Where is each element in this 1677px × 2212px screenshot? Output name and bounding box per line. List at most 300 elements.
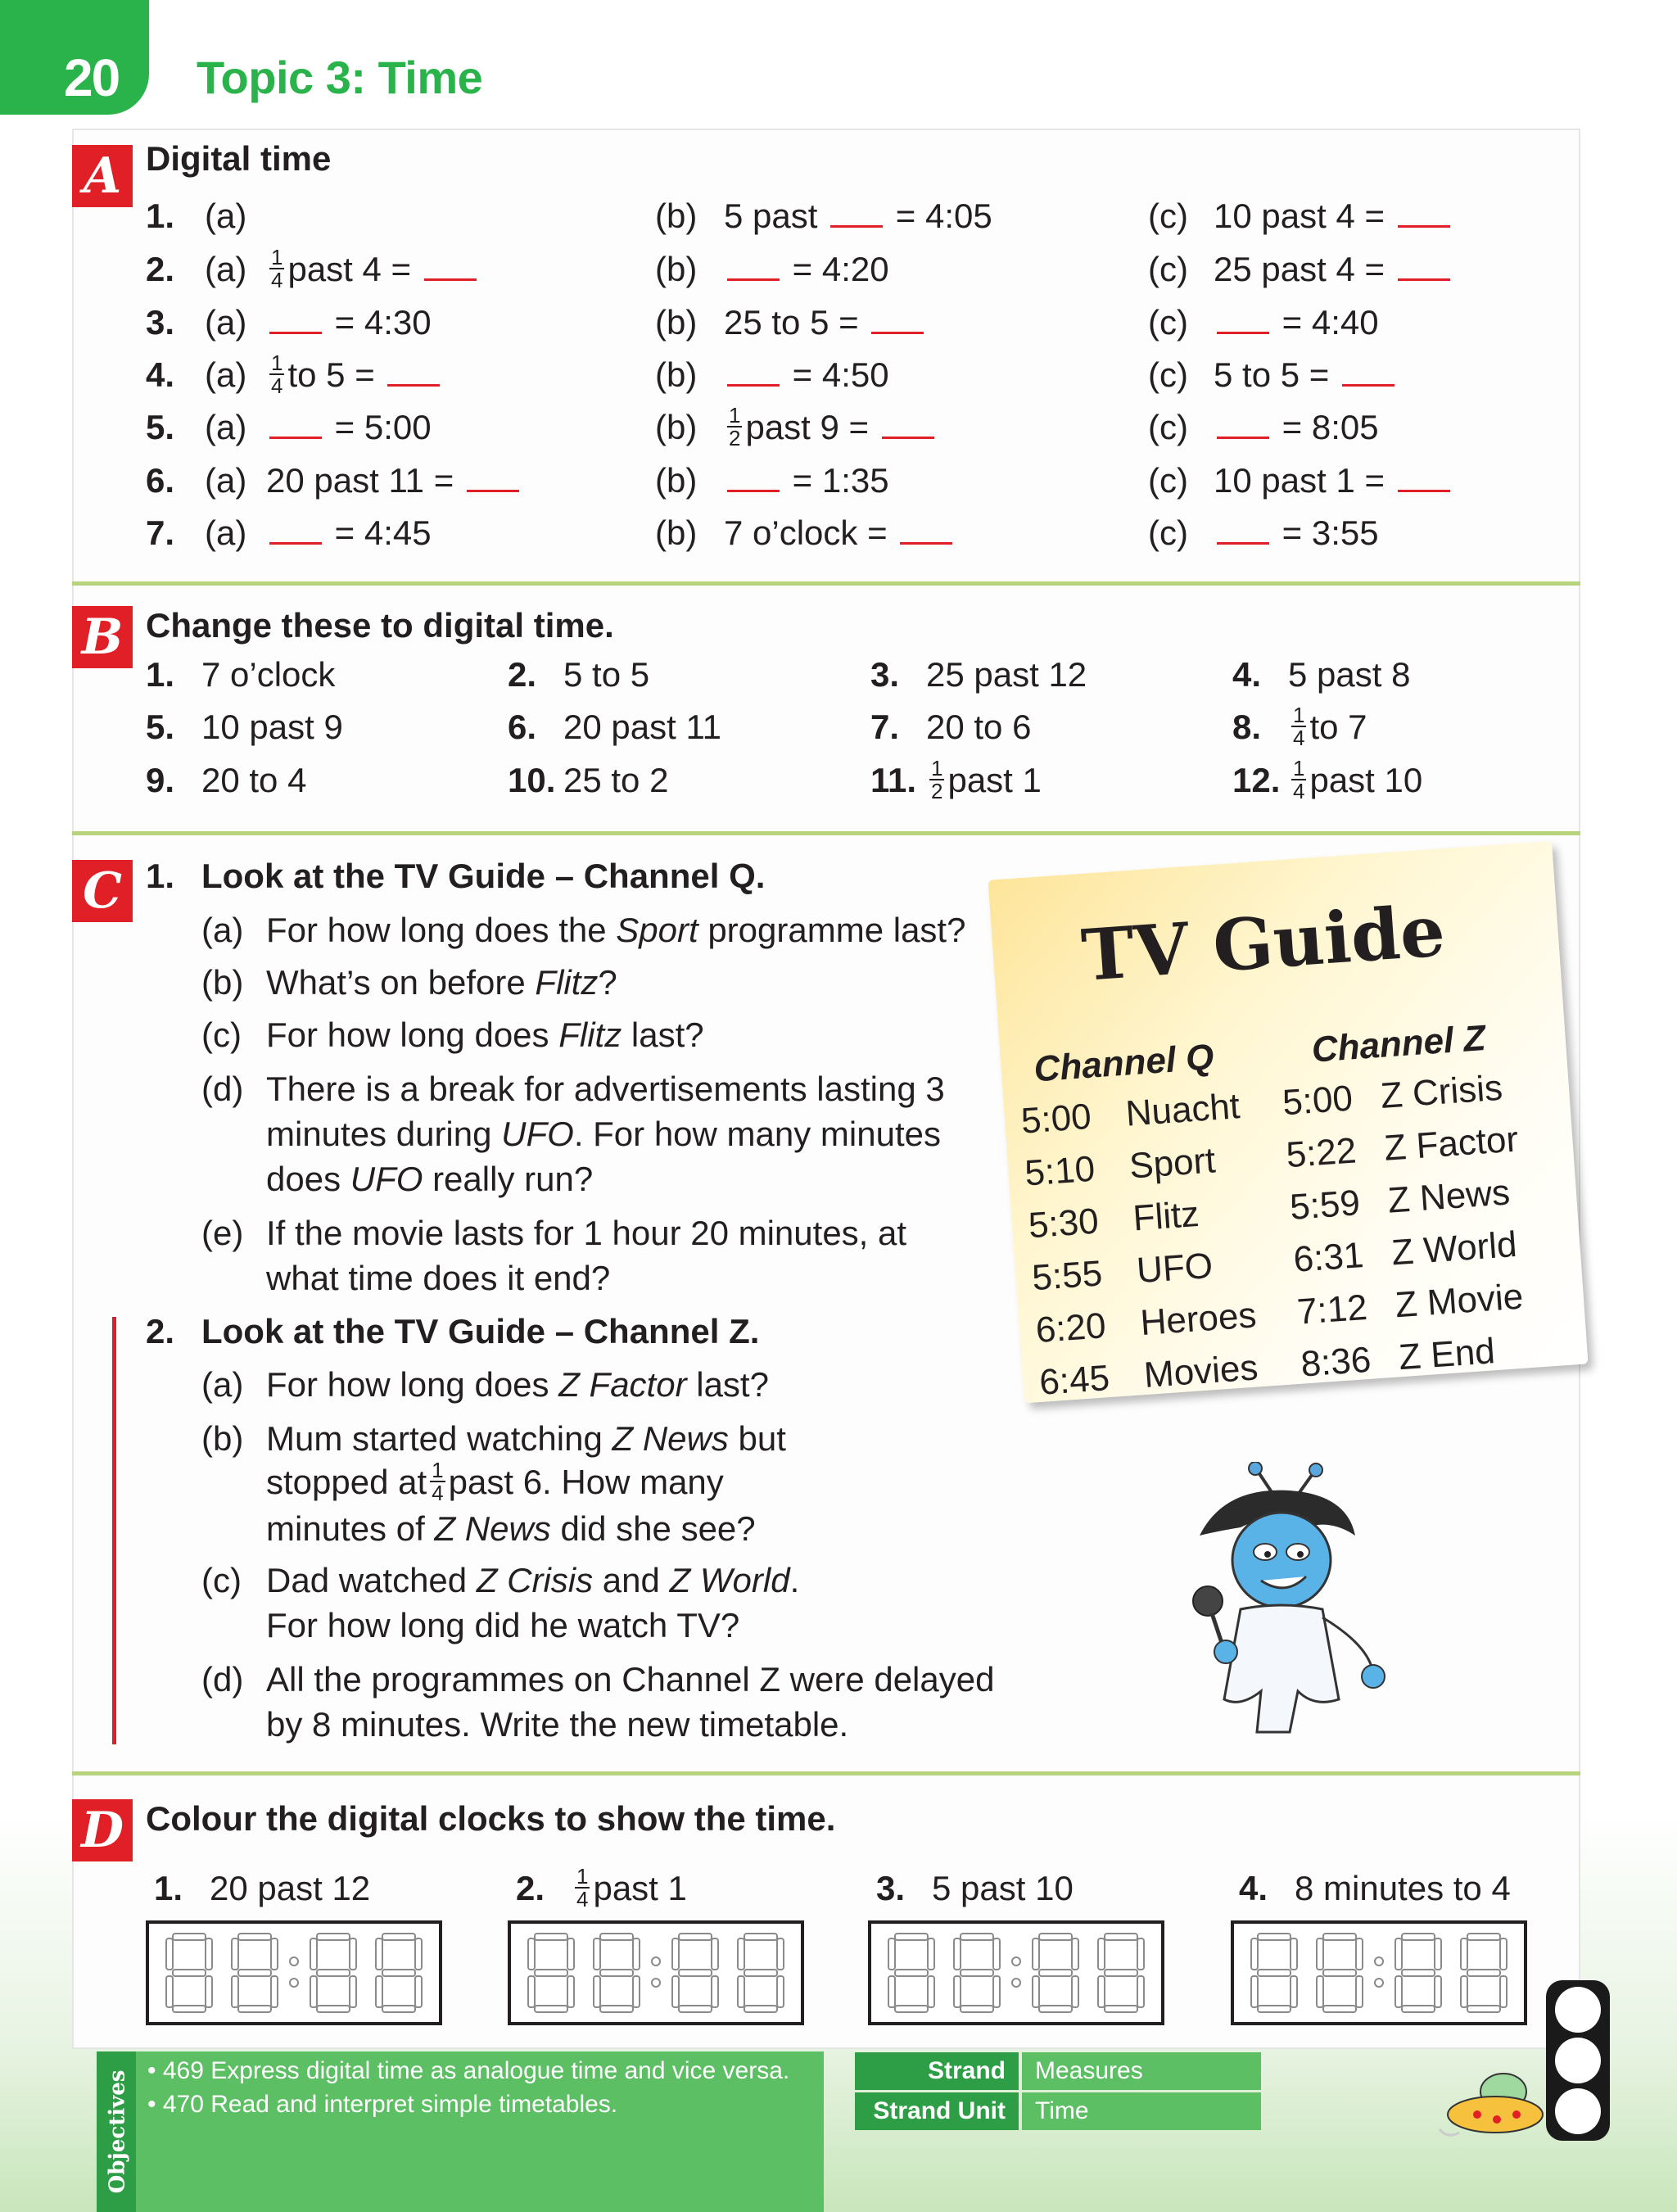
question-text: 20 past 11 [563,708,722,746]
clock-segment[interactable] [350,1976,356,2007]
question-number: 3. [876,1869,906,1907]
schedule-time: 8:36 [1299,1339,1372,1385]
clock-2-label [516,1864,687,1913]
clock-segment[interactable] [961,2006,993,2012]
answer-blank[interactable] [1217,326,1269,334]
strand-label: Strand [855,2052,1019,2090]
clock-segment[interactable] [1500,1938,1507,1970]
c1c-label: (c) [201,1016,242,1054]
clock-segment[interactable] [928,1938,934,1970]
clock-segment[interactable] [1251,1976,1258,2007]
answer-blank[interactable] [1398,273,1450,281]
question-number: 6. [146,461,175,500]
ufo-icon [1431,2064,1546,2154]
clock-segment[interactable] [1461,1976,1467,2007]
clock-segment[interactable] [1072,1976,1078,2007]
clock-colon-dot[interactable] [1375,1979,1383,1987]
question-text: 25 to 5 = [724,303,859,342]
schedule-time: 5:00 [1281,1078,1354,1124]
clock-segment[interactable] [567,1938,574,1970]
question-text: 5 past 10 [932,1869,1074,1907]
clock-segment[interactable] [206,1976,212,2007]
divider-b-c [72,831,1580,835]
clock-segment[interactable] [1395,1976,1402,2007]
question-1b-text [724,197,992,236]
clock-segment[interactable] [993,1976,1000,2007]
answer-blank[interactable] [1398,484,1450,492]
fraction-denominator: 4 [1293,726,1305,750]
fraction-numerator: 1 [271,351,283,375]
clock-segment[interactable] [777,1976,784,2007]
answer-blank[interactable] [269,431,322,439]
clock-segment[interactable] [1461,1938,1467,1970]
clock-segment[interactable] [166,1938,173,1970]
section-b-item-6 [508,708,721,747]
clock-segment[interactable] [317,1934,350,1940]
schedule-time: 5:10 [1023,1148,1096,1194]
clock-segment[interactable] [1039,1934,1072,1940]
c1-number: 1. [146,857,175,895]
clock-segment[interactable] [672,1938,679,1970]
clock-segment[interactable] [271,1938,278,1970]
c1d-line2: minutes during UFO. For how many minutes [266,1115,941,1153]
question-text: 7 o’clock = [724,513,888,552]
schedule-show: Z World [1390,1224,1519,1273]
clock-segment[interactable] [1402,2006,1435,2012]
part-a-label: (a) [205,461,247,500]
schedule-time: 5:00 [1019,1096,1093,1142]
clock-segment[interactable] [888,1976,895,2007]
answer-blank[interactable] [830,219,883,228]
answer-blank[interactable] [1217,536,1269,545]
strand-unit-label: Strand Unit [855,2092,1019,2130]
schedule-show: Z News [1386,1172,1512,1221]
answer-blank[interactable] [882,431,934,439]
question-2c-text [1214,250,1453,289]
clock-segment[interactable] [1098,1976,1105,2007]
clock-segment[interactable] [567,1976,574,2007]
c1d-line1: There is a break for advertisements lasting 3 [266,1070,945,1108]
clock-segment[interactable] [679,2006,712,2012]
question-text: 10 past 1 = [1214,461,1385,500]
answer-blank[interactable] [900,536,952,545]
digital-clock-2[interactable] [508,1920,804,2025]
clock-segment[interactable] [535,1934,567,1940]
c2c-line2: For how long did he watch TV? [266,1606,740,1644]
clock-segment[interactable] [415,1938,422,1970]
question-7a-text [266,513,432,553]
clock-segment[interactable] [1317,1938,1323,1970]
clock-segment[interactable] [350,1938,356,1970]
clock-segment[interactable] [1291,1938,1297,1970]
fraction-denominator: 2 [729,426,741,450]
question-6c-text [1214,461,1453,500]
clock-segment[interactable] [1258,1970,1291,1976]
clock-segment[interactable] [712,1938,718,1970]
c2a-text: For how long does Z Factor last? [266,1365,769,1404]
clock-segment[interactable] [712,1976,718,2007]
question-number: 7. [146,513,175,552]
seven-segment-display[interactable] [1241,1929,1517,2017]
section-d-letter: D [72,1799,133,1861]
part-b-label: (b) [655,250,698,288]
clock-segment[interactable] [744,1970,777,1976]
part-b-label: (b) [655,408,698,446]
clock-segment[interactable] [744,2006,777,2012]
fraction-denominator: 4 [271,373,283,398]
c1b-label: (b) [201,963,244,1002]
traffic-light-circle[interactable] [1555,2088,1601,2134]
clock-segment[interactable] [744,1934,777,1940]
clock-segment[interactable] [895,1970,928,1976]
clock-colon-dot[interactable] [1012,1957,1020,1965]
part-c-label: (c) [1148,408,1188,446]
c2b-label: (b) [201,1419,244,1458]
clock-segment[interactable] [1356,1938,1363,1970]
question-2a-text [266,245,480,294]
clock-segment[interactable] [1323,1934,1356,1940]
answer-blank[interactable] [269,326,322,334]
seven-segment-display[interactable] [518,1929,793,2017]
clock-segment[interactable] [1467,1970,1500,1976]
fraction-denominator: 4 [271,268,283,292]
section-b-item-10 [508,761,668,800]
c1d-line3: does UFO really run? [266,1160,594,1198]
section-b-item-3 [870,655,1087,694]
question-6a-text [266,461,522,500]
clock-colon-dot[interactable] [652,1979,660,1987]
schedule-show: Z Factor [1382,1119,1520,1169]
clock-segment[interactable] [535,2006,567,2012]
question-number: 2. [508,655,537,694]
answer-blank[interactable] [1398,219,1450,228]
clock-segment[interactable] [382,1934,415,1940]
c1d-label: (d) [201,1070,244,1108]
question-number: 2. [516,1869,545,1908]
part-a-label: (a) [205,513,247,552]
question-text: 20 past 12 [210,1869,371,1907]
clock-segment[interactable] [310,1976,317,2007]
clock-segment[interactable] [1323,2006,1356,2012]
part-a-label: (a) [205,355,247,394]
clock-segment[interactable] [594,1938,600,1970]
clock-segment[interactable] [271,1976,278,2007]
c1e-label: (e) [201,1214,244,1252]
clock-segment[interactable] [1072,1938,1078,1970]
question-3a-text [266,303,432,342]
clock-segment[interactable] [928,1976,934,2007]
clock-segment[interactable] [1323,1970,1356,1976]
clock-segment[interactable] [238,2006,271,2012]
clock-segment[interactable] [600,1934,633,1940]
question-text: = 8:05 [1281,408,1379,446]
clock-segment[interactable] [600,1970,633,1976]
clock-segment[interactable] [1039,2006,1072,2012]
question-2b-text [724,250,889,289]
fraction [1291,704,1306,749]
answer-blank[interactable] [727,273,780,281]
question-text: = 5:00 [334,408,432,446]
answer-blank[interactable] [467,484,519,492]
fraction-numerator: 1 [271,245,283,269]
question-4b-text [724,355,889,395]
c1a-text: For how long does the Sport programme last? [266,911,966,949]
seven-segment-display[interactable] [879,1929,1154,2017]
question-number: 2. [146,250,175,288]
clock-colon-dot[interactable] [1012,1979,1020,1987]
question-number: 1. [146,197,175,235]
clock-segment[interactable] [1317,1976,1323,2007]
question-text: past 4 = [287,250,412,289]
question-text: past 9 = [745,408,870,447]
clock-segment[interactable] [232,1976,238,2007]
schedule-show: Heroes [1138,1295,1258,1344]
objective-line: • 469 Express digital time as analogue time and vice versa. [147,2057,790,2084]
schedule-time: 6:20 [1034,1305,1108,1351]
clock-colon-dot[interactable] [1375,1957,1383,1965]
section-d-title: Colour the digital clocks to show the time. [146,1799,836,1838]
clock-segment[interactable] [961,1934,993,1940]
clock-colon-dot[interactable] [652,1957,660,1965]
clock-segment[interactable] [1356,1976,1363,2007]
question-number: 4. [1232,655,1262,694]
clock-segment[interactable] [238,1970,271,1976]
clock-segment[interactable] [738,1938,744,1970]
question-text: 20 past 11 = [266,461,454,500]
part-c-label: (c) [1148,461,1188,500]
clock-segment[interactable] [528,1976,535,2007]
fraction [269,247,284,291]
clock-segment[interactable] [1033,1938,1039,1970]
section-b-item-5 [146,708,343,747]
part-b-label: (b) [655,513,698,552]
clock-segment[interactable] [232,1938,238,1970]
c2-red-bar [112,1317,116,1744]
strand-value: Measures [1022,2052,1261,2090]
clock-segment[interactable] [382,2006,415,2012]
clock-segment[interactable] [1098,1938,1105,1970]
clock-4-label [1239,1869,1511,1908]
digital-clock-4[interactable] [1231,1920,1527,2025]
question-text: past 1 [593,1869,687,1908]
clock-segment[interactable] [679,1934,712,1940]
clock-segment[interactable] [1137,1938,1144,1970]
section-b-item-8 [1232,703,1367,752]
question-text: = 4:40 [1281,303,1379,342]
tv-guide-title: TV Guide [1078,889,1448,997]
traffic-light-circle[interactable] [1555,1987,1601,2033]
fraction-denominator: 2 [931,779,943,803]
clock-segment[interactable] [1395,1938,1402,1970]
seven-segment-display[interactable] [156,1929,432,2017]
clock-segment[interactable] [1105,2006,1137,2012]
question-text: = 4:30 [334,303,432,342]
clock-colon-dot[interactable] [290,1979,298,1987]
clock-segment[interactable] [679,1970,712,1976]
clock-segment[interactable] [1033,1976,1039,2007]
question-4c-text [1214,355,1398,395]
traffic-light-circle[interactable] [1555,2038,1601,2083]
question-number: 8. [1232,708,1262,747]
clock-segment[interactable] [633,1938,640,1970]
schedule-time: 7:12 [1295,1287,1369,1332]
question-5c-text [1214,408,1379,447]
question-number: 11. [870,761,917,800]
strand-unit-value: Time [1022,2092,1261,2130]
clock-segment[interactable] [317,1970,350,1976]
c1e-line1: If the movie lasts for 1 hour 20 minutes, at [266,1214,907,1252]
question-text: 5 past [724,197,818,235]
section-b-item-9 [146,761,306,800]
question-7b-text [724,513,956,553]
clock-segment[interactable] [633,1976,640,2007]
question-number: 5. [146,408,175,446]
clock-segment[interactable] [895,2006,928,2012]
page-number: 20 [64,48,120,107]
clock-segment[interactable] [173,1934,206,1940]
fraction-numerator: 1 [576,1864,589,1889]
answer-blank[interactable] [1217,431,1269,439]
section-b-item-11 [870,756,1042,805]
question-text: 25 past 4 = [1214,250,1385,288]
clock-segment[interactable] [317,2006,350,2012]
clock-segment[interactable] [1039,1970,1072,1976]
question-text: 8 minutes to 4 [1295,1869,1511,1907]
fraction [269,352,284,396]
answer-blank[interactable] [269,536,322,545]
clock-segment[interactable] [1467,2006,1500,2012]
answer-blank[interactable] [871,326,924,334]
question-text: 10 past 9 [201,708,343,746]
c1-title: Look at the TV Guide – Channel Q. [201,857,766,895]
clock-segment[interactable] [954,1938,961,1970]
clock-segment[interactable] [1251,1938,1258,1970]
question-number: 4. [1239,1869,1268,1907]
question-text: 25 past 12 [926,655,1087,694]
schedule-time: 5:30 [1027,1201,1101,1246]
clock-segment[interactable] [376,1976,382,2007]
part-b-label: (b) [655,355,698,394]
question-number: 4. [146,355,175,394]
section-b-item-4 [1232,655,1410,694]
question-text: 20 to 4 [201,761,307,799]
section-b-item-12 [1232,756,1423,805]
question-number: 10. [508,761,556,799]
clock-segment[interactable] [528,1938,535,1970]
clock-segment[interactable] [1105,1934,1137,1940]
answer-blank[interactable] [424,273,477,281]
clock-segment[interactable] [594,1976,600,2007]
digital-clock-1[interactable] [146,1920,442,2025]
answer-blank[interactable] [387,378,440,387]
part-b-label: (b) [655,461,698,500]
clock-segment[interactable] [1435,1938,1441,1970]
clock-segment[interactable] [961,1970,993,1976]
answer-blank[interactable] [727,378,780,387]
question-number: 12. [1232,761,1281,800]
clock-segment[interactable] [382,1970,415,1976]
clock-segment[interactable] [993,1938,1000,1970]
clock-segment[interactable] [777,1938,784,1970]
section-b-item-2 [508,655,649,694]
clock-segment[interactable] [173,1970,206,1976]
c2d-label: (d) [201,1660,244,1699]
clock-segment[interactable] [1258,2006,1291,2012]
clock-segment[interactable] [206,1938,212,1970]
clock-segment[interactable] [238,1934,271,1940]
question-7c-text [1214,513,1379,553]
clock-segment[interactable] [1402,1934,1435,1940]
fraction-numerator: 1 [931,756,943,780]
question-text: = 4:45 [334,513,432,552]
clock-segment[interactable] [895,1934,928,1940]
clock-segment[interactable] [1137,1976,1144,2007]
question-text: past 10 [1309,761,1423,800]
clock-segment[interactable] [1291,1976,1297,2007]
schedule-show: Nuacht [1124,1086,1241,1134]
clock-segment[interactable] [738,1976,744,2007]
objectives-label: Objectives [105,2070,130,2194]
clock-segment[interactable] [954,1976,961,2007]
clock-segment[interactable] [535,1970,567,1976]
clock-colon-dot[interactable] [290,1957,298,1965]
clock-segment[interactable] [888,1938,895,1970]
digital-clock-3[interactable] [868,1920,1164,2025]
clock-segment[interactable] [173,2006,206,2012]
clock-segment[interactable] [310,1938,317,1970]
answer-blank[interactable] [1342,378,1394,387]
clock-segment[interactable] [166,1976,173,2007]
question-text: 7 o’clock [201,655,336,694]
clock-1-label [154,1869,370,1908]
part-c-label: (c) [1148,303,1188,342]
part-a-label: (a) [205,250,247,288]
clock-segment[interactable] [672,1976,679,2007]
question-number: 3. [870,655,900,694]
clock-segment[interactable] [376,1938,382,1970]
fraction: $\frac{1}{4}$ [432,1458,444,1505]
fraction [929,758,944,802]
clock-segment[interactable] [1435,1976,1441,2007]
section-b-item-1 [146,655,335,694]
part-b-label: (b) [655,303,698,342]
question-number: 7. [870,708,900,746]
clock-segment[interactable] [415,1976,422,2007]
question-text: to 7 [1309,708,1367,747]
fraction [1291,758,1306,802]
clock-segment[interactable] [1402,1970,1435,1976]
section-a-letter: A [72,145,133,207]
clock-segment[interactable] [600,2006,633,2012]
schedule-show: Z Movie [1394,1276,1525,1326]
schedule-show: Movies [1142,1347,1259,1396]
question-text: = 4:20 [792,250,889,288]
clock-segment[interactable] [1500,1976,1507,2007]
clock-segment[interactable] [1105,1970,1137,1976]
part-a-label: (a) [205,408,247,446]
question-text: = 3:55 [1281,513,1379,552]
part-a-label: (a) [205,303,247,342]
section-a-title: Digital time [146,139,332,178]
question-5b-text [724,403,938,452]
fraction-numerator: 1 [1293,756,1305,780]
clock-segment[interactable] [1258,1934,1291,1940]
channel-z-heading: Channel Z [1310,1017,1487,1070]
divider-c-d [72,1771,1580,1775]
clock-segment[interactable] [1467,1934,1500,1940]
c1a-label: (a) [201,911,244,949]
answer-blank[interactable] [727,484,780,492]
